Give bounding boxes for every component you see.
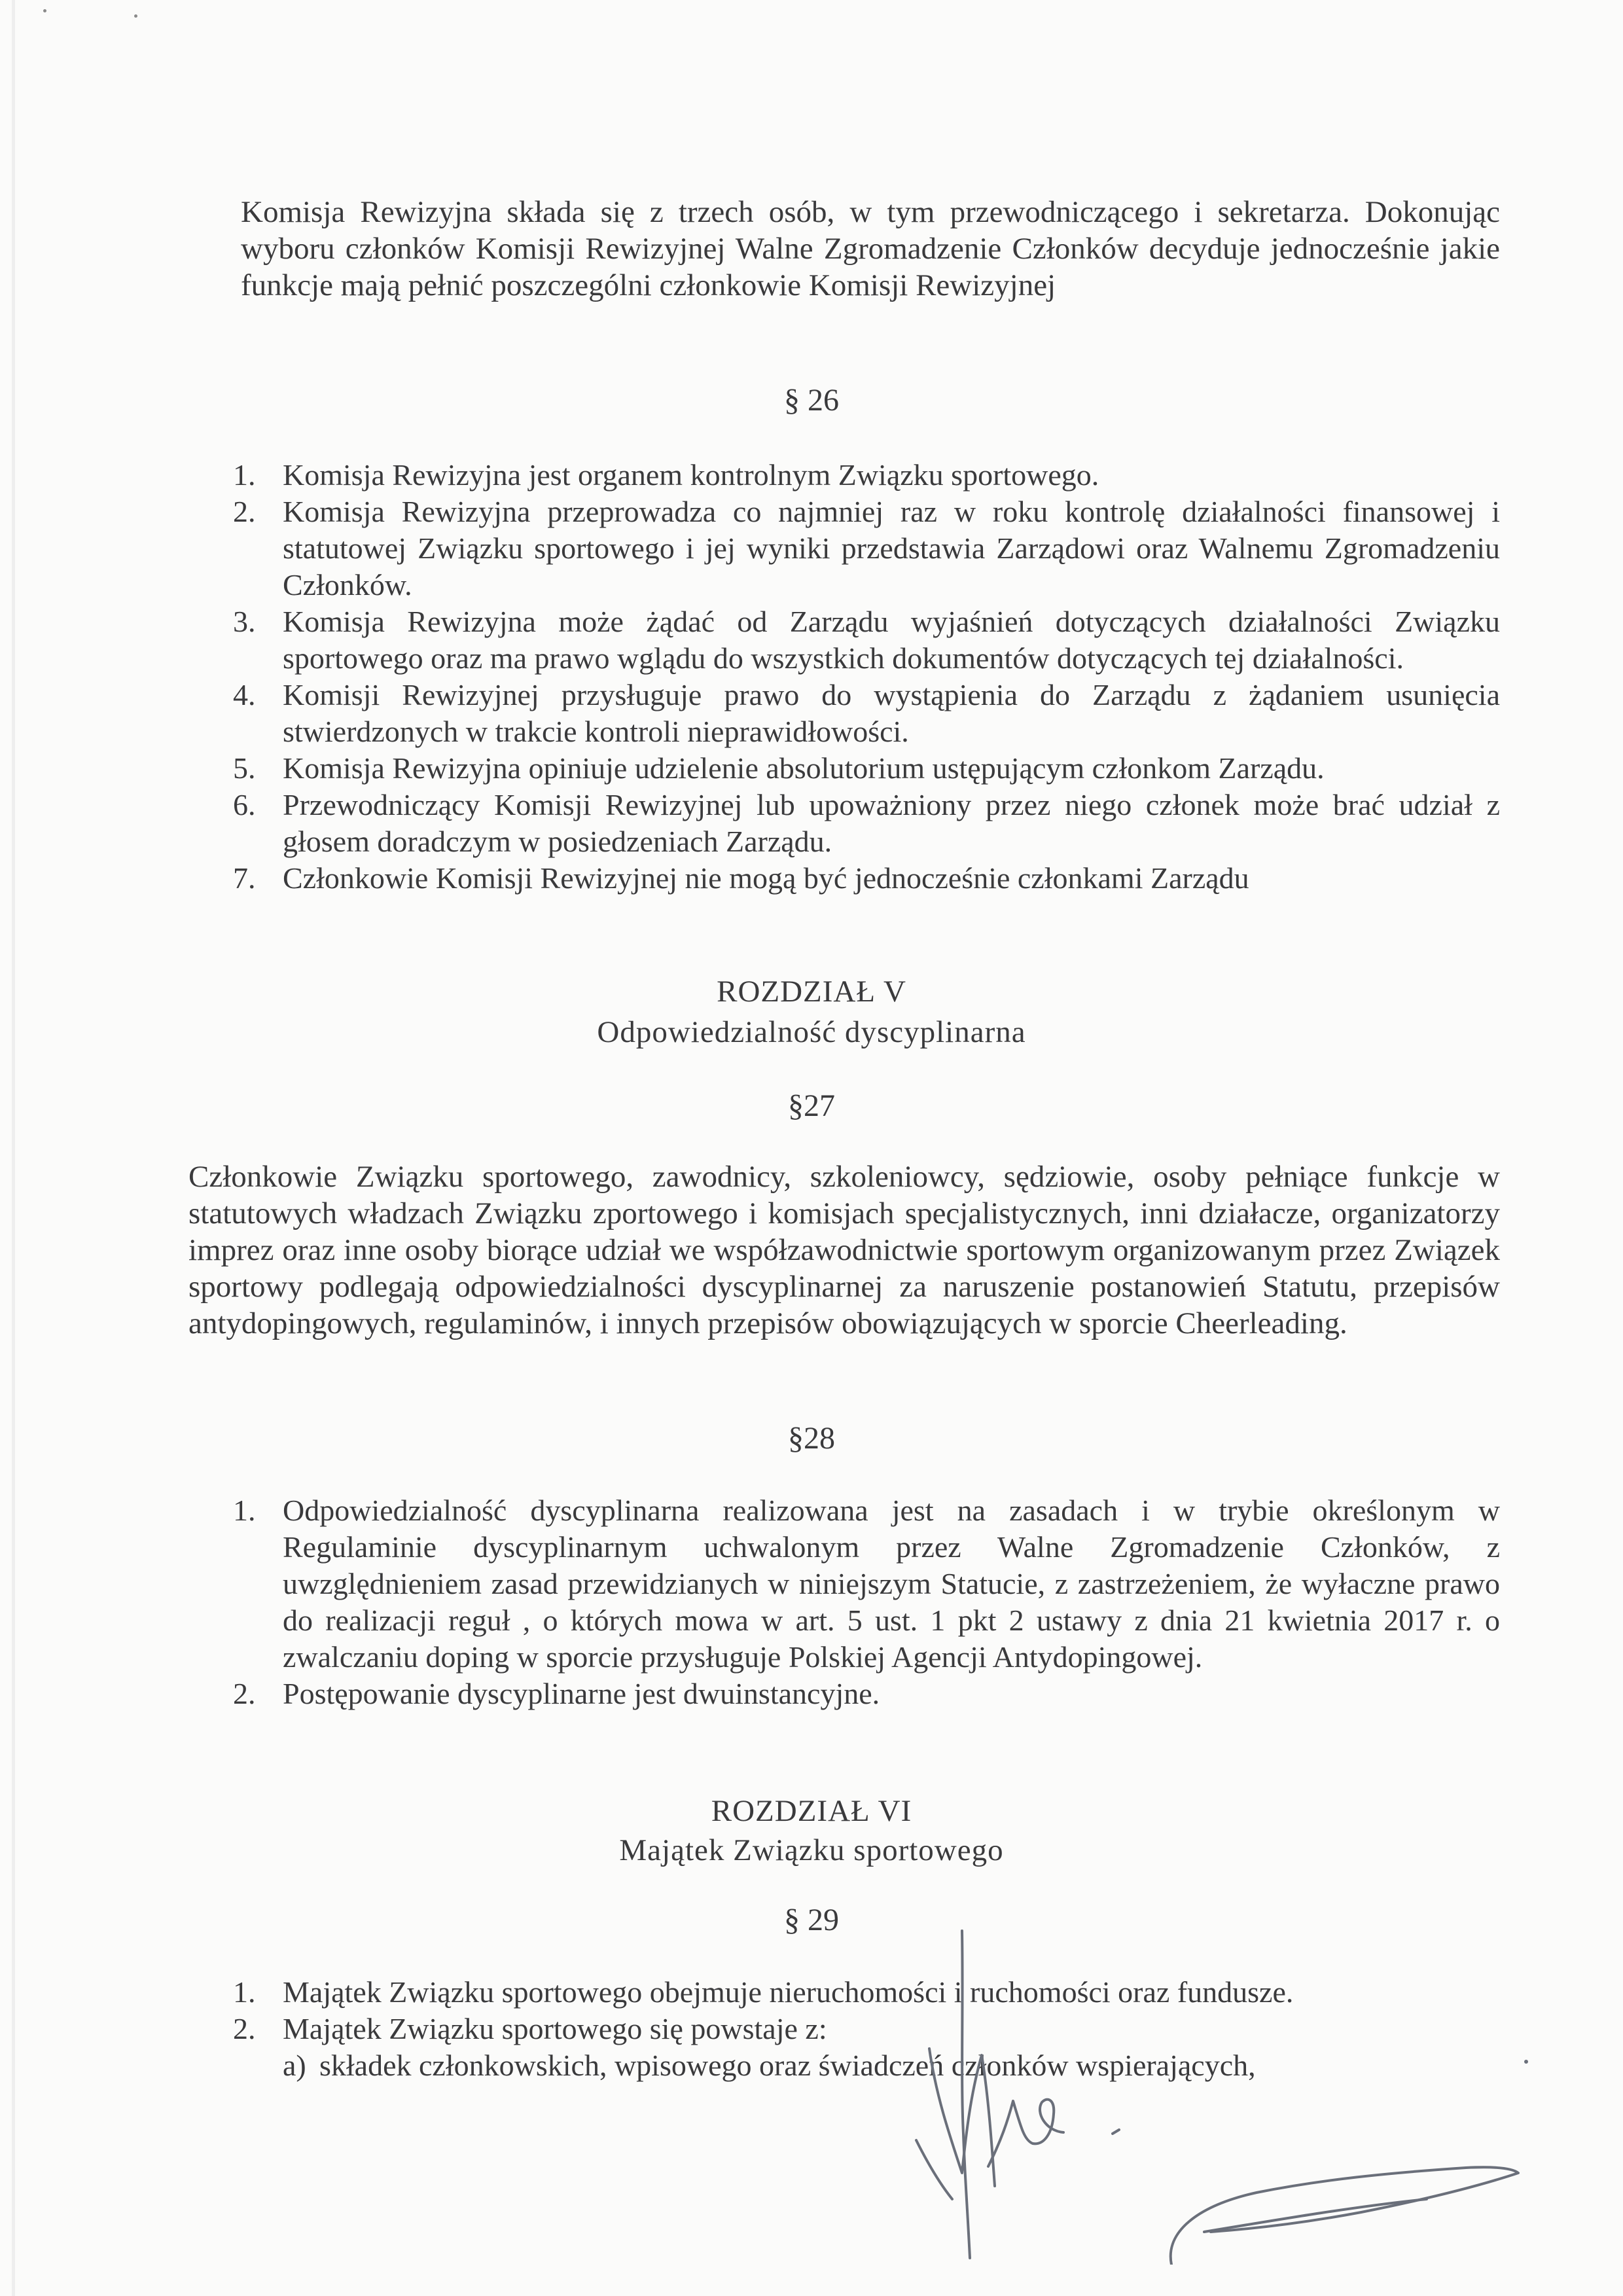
item-text: Członkowie Komisji Rewizyjnej nie mogą być jednocześnie członkami Zarządu: [283, 861, 1249, 895]
item-text: Komisja Rewizyjna opiniuje udzielenie absolutorium ustępującym członkom Zarządu.: [283, 751, 1325, 785]
signature-stroke: [1113, 2130, 1119, 2134]
item-number: 1.: [233, 1494, 256, 1527]
intro-paragraph: Komisja Rewizyjna składa się z trzech osób, w tym przewodniczącego i sekretarza. Dokonując wyboru członków Komisji Rewizyjnej Walne Zgromadzenie Członków decyduje jednocześnie jakie funkcje mają pełnić poszczególni członkowie Komisji Rewizyjnej: [241, 195, 1500, 302]
list-item: [233, 457, 1500, 493]
list-item: [233, 750, 1500, 787]
item-number: 2.: [233, 495, 256, 528]
signature-stroke: [988, 2100, 1063, 2166]
item-text: Komisji Rewizyjnej przysługuje prawo do wystąpienia do Zarządu z żądaniem usunięcia stwierdzonych w trakcie kontroli nieprawidłowości.: [283, 678, 1500, 748]
item-text: Postępowanie dyscyplinarne jest dwuinstancyjne.: [283, 1677, 880, 1710]
item-number: 3.: [233, 605, 256, 638]
handwritten-signature: [890, 1924, 1544, 2265]
item-letter: a): [283, 2049, 306, 2082]
signature-stroke: [962, 1931, 970, 2258]
item-number: 5.: [233, 751, 256, 785]
item-text: Majątek Związku sportowego się powstaje z:: [283, 2012, 827, 2045]
section-28-list: [233, 1492, 1500, 1712]
item-text: Odpowiedzialność dyscyplinarna realizowana jest na zasadach i w trybie określonym w Regulaminie dyscyplinarnym uchwalonym przez Walne Zgromadzenie Członków, z uwzględnieniem zasad przewidzianych w niniejszym Statucie, z zastrzeżeniem, że wyłaczne prawo do realizacji reguł , o których mowa w art. 5 ust. 1 pkt 2 ustawy z dnia 21 kwietnia 2017 r. o zwalczaniu doping w sporcie przysługuje Polskiej Agencji Antydopingowej.: [283, 1494, 1500, 1674]
list-item: [233, 787, 1500, 860]
section-28-title: §28: [788, 1421, 835, 1456]
item-number: 2.: [233, 1677, 256, 1710]
signature-dot: [1524, 2060, 1528, 2064]
item-text: składek członkowskich, wpisowego oraz świadczeń członków wspierających,: [319, 2049, 1256, 2082]
chapter-5-subtitle: Odpowiedzialność dyscyplinarna: [597, 1015, 1026, 1049]
item-number: 2.: [233, 2012, 256, 2045]
item-number: 1.: [233, 458, 256, 492]
list-item: [233, 493, 1500, 603]
signature-stroke: [1171, 2167, 1518, 2265]
chapter-6-subtitle: Majątek Związku sportowego: [619, 1833, 1004, 1867]
list-item: [233, 1676, 1500, 1712]
signature-stroke: [1204, 2199, 1427, 2232]
scan-speck: [134, 14, 137, 18]
item-text: Komisja Rewizyjna jest organem kontrolnym Związku sportowego.: [283, 458, 1099, 492]
list-item: [233, 860, 1500, 897]
list-item: [233, 677, 1500, 750]
item-number: 1.: [233, 1975, 256, 2009]
chapter-5-title: ROZDZIAŁ V: [717, 975, 906, 1009]
chapter-6-title: ROZDZIAŁ VI: [711, 1794, 912, 1828]
section-29-title: § 29: [784, 1903, 839, 1937]
section-26-list: [233, 457, 1500, 897]
section-27-title: §27: [788, 1088, 835, 1123]
item-text: Komisja Rewizyjna przeprowadza co najmniej raz w roku kontrolę działalności finansowej i statutowej Związku sportowego i jej wyniki przedstawia Zarządowi oraz Walnemu Zgromadzeniu Członków.: [283, 495, 1500, 601]
item-text: Majątek Związku sportowego obejmuje nieruchomości i ruchomości oraz fundusze.: [283, 1975, 1294, 2009]
item-text: Przewodniczący Komisji Rewizyjnej lub upoważniony przez niego członek może brać udział z głosem doradczym w posiedzeniach Zarządu.: [283, 788, 1500, 858]
item-number: 6.: [233, 788, 256, 821]
signature-stroke: [916, 2140, 952, 2199]
item-number: 7.: [233, 861, 256, 895]
scan-edge: [12, 0, 15, 2296]
item-number: 4.: [233, 678, 256, 711]
scan-speck: [43, 9, 46, 12]
list-item: [233, 603, 1500, 677]
section-26-title: § 26: [784, 383, 839, 418]
section-27-paragraph: Członkowie Związku sportowego, zawodnicy, szkoleniowcy, sędziowie, osoby pełniące funkcje w statutowych władzach Związku zportowego i komisjach specjalistycznych, inni działacze, organizatorzy imprez oraz inne osoby biorące udział we współzawodnictwie sportowym organizowanym przez Związek sportowy podlegają odpowiedzialności dyscyplinarnej za naruszenie postanowień Statutu, przepisów antydopingowych, regulaminów, i innych przepisów obowiązujących w sporcie Cheerleading.: [188, 1160, 1500, 1340]
list-item: [233, 1492, 1500, 1676]
item-text: Komisja Rewizyjna może żądać od Zarządu wyjaśnień dotyczących działalności Związku sportowego oraz ma prawo wglądu do wszystkich dokumentów dotyczących tej działalności.: [283, 605, 1500, 675]
